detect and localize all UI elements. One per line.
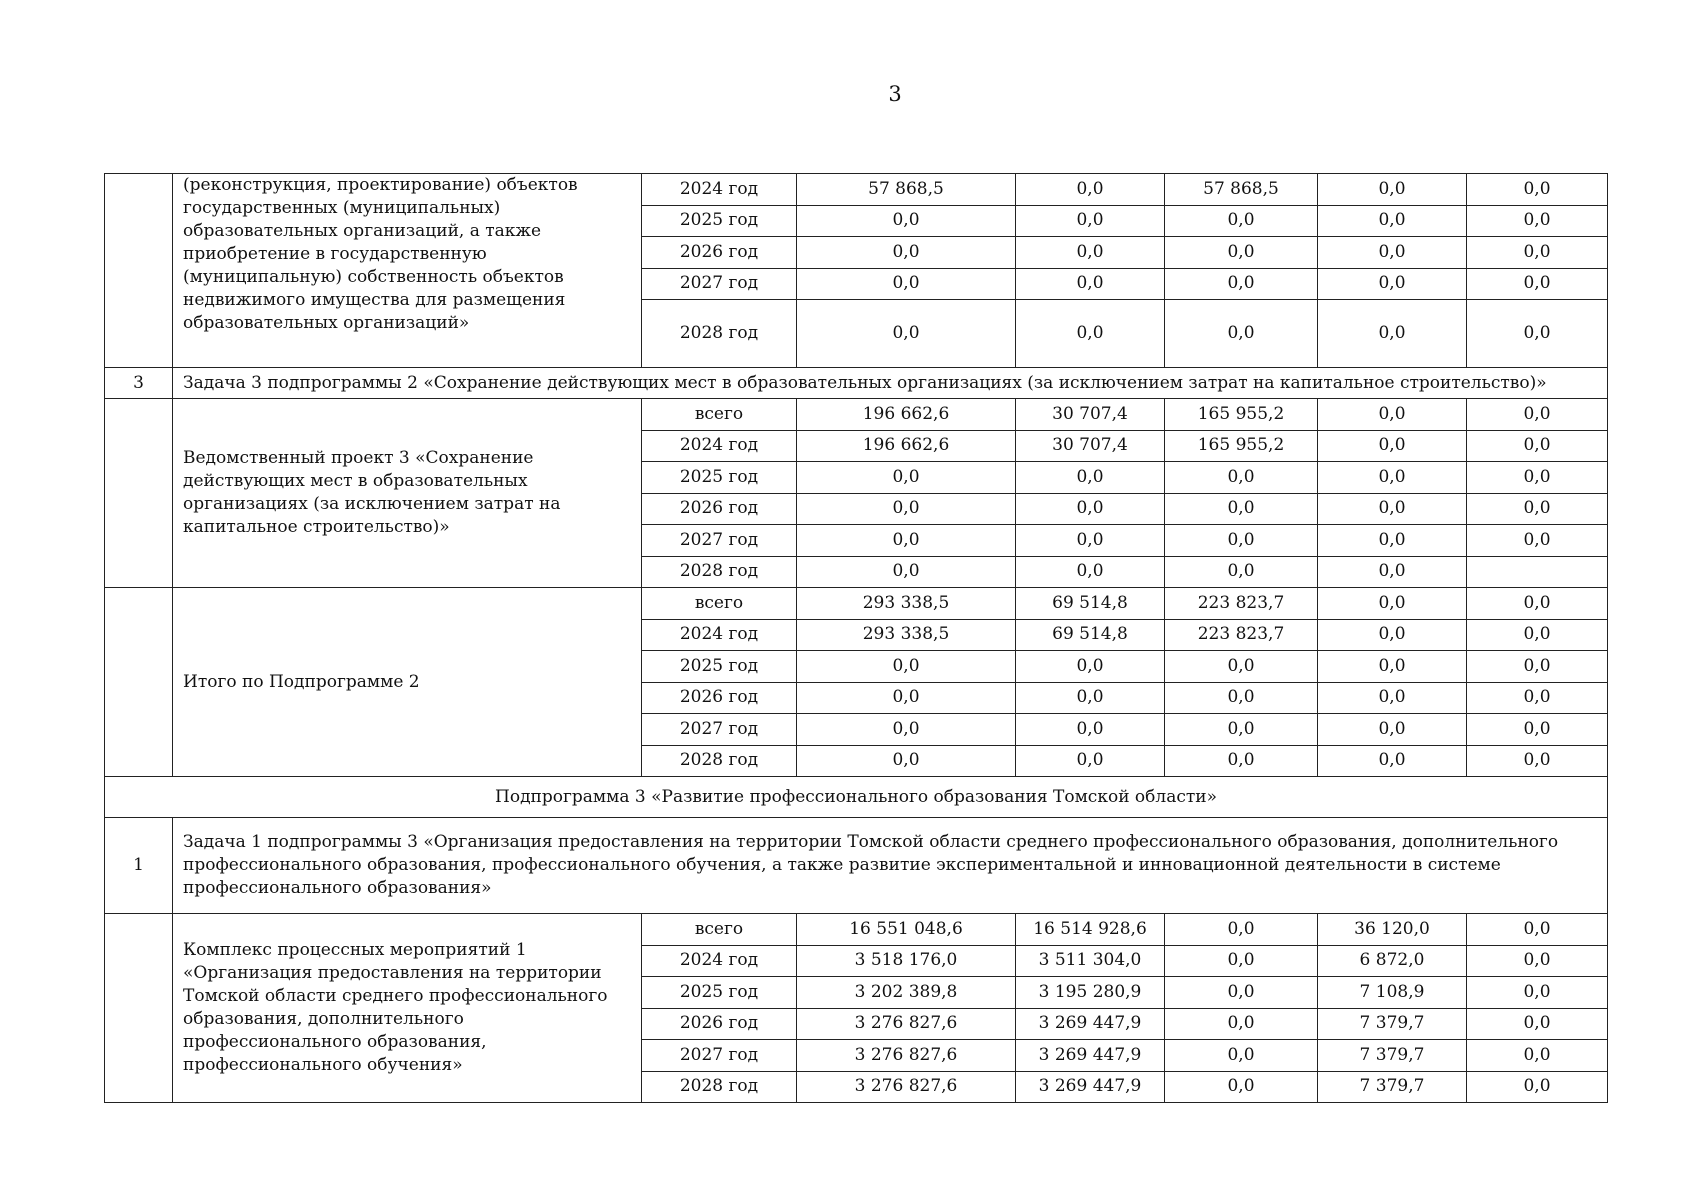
row-number xyxy=(105,399,173,588)
value-cell: 0,0 xyxy=(1318,399,1467,431)
value-cell: 3 276 827,6 xyxy=(797,1071,1016,1103)
value-cell: 3 276 827,6 xyxy=(797,1008,1016,1040)
value-cell: 0,0 xyxy=(1165,493,1318,525)
value-cell: 36 120,0 xyxy=(1318,914,1467,946)
value-cell: 0,0 xyxy=(1165,556,1318,588)
value-cell: 0,0 xyxy=(1467,714,1608,746)
value-cell: 0,0 xyxy=(1165,682,1318,714)
value-cell: 0,0 xyxy=(1318,619,1467,651)
item-name: Комплекс процессных мероприятий 1 «Организация предоставления на территории Томской области среднего профессионального образования, дополнительного профессионального образования, профессионального обучения» xyxy=(173,914,642,1103)
value-cell: 0,0 xyxy=(1467,651,1608,683)
value-cell: 0,0 xyxy=(797,651,1016,683)
value-cell: 0,0 xyxy=(797,525,1016,557)
value-cell xyxy=(1467,556,1608,588)
value-cell: 0,0 xyxy=(1165,945,1318,977)
value-cell: 0,0 xyxy=(1016,745,1165,777)
value-cell: 0,0 xyxy=(1318,525,1467,557)
value-cell: 0,0 xyxy=(1467,914,1608,946)
value-cell: 7 108,9 xyxy=(1318,977,1467,1009)
value-cell: 3 195 280,9 xyxy=(1016,977,1165,1009)
value-cell: 0,0 xyxy=(1467,268,1608,300)
value-cell: 0,0 xyxy=(1016,300,1165,368)
period-cell: 2024 год xyxy=(642,945,797,977)
value-cell: 57 868,5 xyxy=(1165,174,1318,206)
value-cell: 0,0 xyxy=(1016,205,1165,237)
value-cell: 0,0 xyxy=(797,237,1016,269)
value-cell: 196 662,6 xyxy=(797,399,1016,431)
value-cell: 0,0 xyxy=(1016,714,1165,746)
value-cell: 6 872,0 xyxy=(1318,945,1467,977)
value-cell: 0,0 xyxy=(797,462,1016,494)
value-cell: 0,0 xyxy=(1165,714,1318,746)
period-cell: 2025 год xyxy=(642,462,797,494)
period-cell: 2025 год xyxy=(642,977,797,1009)
value-cell: 0,0 xyxy=(1165,525,1318,557)
value-cell: 7 379,7 xyxy=(1318,1071,1467,1103)
value-cell: 0,0 xyxy=(797,682,1016,714)
budget-table-body xyxy=(105,174,1608,1103)
period-cell: 2028 год xyxy=(642,556,797,588)
value-cell: 0,0 xyxy=(1318,268,1467,300)
value-cell: 0,0 xyxy=(1165,205,1318,237)
value-cell: 0,0 xyxy=(1467,977,1608,1009)
value-cell: 0,0 xyxy=(1165,1008,1318,1040)
value-cell: 0,0 xyxy=(1467,174,1608,206)
period-cell: 2027 год xyxy=(642,268,797,300)
period-cell: 2024 год xyxy=(642,619,797,651)
table-row xyxy=(105,588,1608,620)
value-cell: 0,0 xyxy=(1318,462,1467,494)
value-cell: 0,0 xyxy=(1165,1040,1318,1072)
period-cell: 2025 год xyxy=(642,651,797,683)
value-cell: 0,0 xyxy=(1467,682,1608,714)
value-cell: 0,0 xyxy=(1467,300,1608,368)
value-cell: 69 514,8 xyxy=(1016,619,1165,651)
value-cell: 0,0 xyxy=(797,556,1016,588)
value-cell: 0,0 xyxy=(1467,588,1608,620)
period-cell: 2025 год xyxy=(642,205,797,237)
value-cell: 0,0 xyxy=(1318,300,1467,368)
value-cell: 3 276 827,6 xyxy=(797,1040,1016,1072)
value-cell: 0,0 xyxy=(1467,205,1608,237)
value-cell: 0,0 xyxy=(1467,430,1608,462)
value-cell: 0,0 xyxy=(1467,1071,1608,1103)
value-cell: 196 662,6 xyxy=(797,430,1016,462)
value-cell: 0,0 xyxy=(797,714,1016,746)
section-title: Задача 1 подпрограммы 3 «Организация предоставления на территории Томской области среднего профессионального образования, дополнительного профессионального образования, профессионального обучения, а также развитие экспериментальной и инновационной деятельности в системе профессионального образования» xyxy=(173,818,1608,914)
row-number: 3 xyxy=(105,368,173,399)
period-cell: 2026 год xyxy=(642,1008,797,1040)
value-cell: 0,0 xyxy=(797,493,1016,525)
period-cell: 2028 год xyxy=(642,1071,797,1103)
value-cell: 165 955,2 xyxy=(1165,399,1318,431)
value-cell: 0,0 xyxy=(797,745,1016,777)
value-cell: 0,0 xyxy=(1467,1040,1608,1072)
period-cell: 2026 год xyxy=(642,682,797,714)
value-cell: 0,0 xyxy=(1165,651,1318,683)
value-cell: 0,0 xyxy=(1318,174,1467,206)
value-cell: 0,0 xyxy=(1467,399,1608,431)
value-cell: 3 202 389,8 xyxy=(797,977,1016,1009)
row-number xyxy=(105,174,173,368)
value-cell: 57 868,5 xyxy=(797,174,1016,206)
section-row xyxy=(105,777,1608,818)
value-cell: 0,0 xyxy=(1467,619,1608,651)
item-name: Итого по Подпрограмме 2 xyxy=(173,588,642,777)
value-cell: 0,0 xyxy=(1467,525,1608,557)
value-cell: 7 379,7 xyxy=(1318,1040,1467,1072)
value-cell: 0,0 xyxy=(797,205,1016,237)
value-cell: 0,0 xyxy=(1165,300,1318,368)
period-cell: 2027 год xyxy=(642,714,797,746)
period-cell: 2026 год xyxy=(642,237,797,269)
page-number: 3 xyxy=(888,82,902,106)
period-cell: всего xyxy=(642,914,797,946)
value-cell: 3 511 304,0 xyxy=(1016,945,1165,977)
value-cell: 0,0 xyxy=(1467,745,1608,777)
value-cell: 30 707,4 xyxy=(1016,399,1165,431)
value-cell: 3 269 447,9 xyxy=(1016,1040,1165,1072)
value-cell: 165 955,2 xyxy=(1165,430,1318,462)
item-name: (реконструкция, проектирование) объектов государственных (муниципальных) образовательных организаций, а также приобретение в государственную (муниципальную) собственность объектов недвижимого имущества для размещения образовательных организаций» xyxy=(173,174,642,368)
value-cell: 0,0 xyxy=(1467,1008,1608,1040)
value-cell: 0,0 xyxy=(1165,745,1318,777)
value-cell: 0,0 xyxy=(797,300,1016,368)
value-cell: 0,0 xyxy=(1016,237,1165,269)
table-row xyxy=(105,174,1608,206)
value-cell: 0,0 xyxy=(1016,556,1165,588)
value-cell: 293 338,5 xyxy=(797,588,1016,620)
value-cell: 3 518 176,0 xyxy=(797,945,1016,977)
value-cell: 0,0 xyxy=(1016,268,1165,300)
value-cell: 0,0 xyxy=(1016,682,1165,714)
period-cell: 2028 год xyxy=(642,745,797,777)
table-row xyxy=(105,914,1608,946)
value-cell: 3 269 447,9 xyxy=(1016,1071,1165,1103)
value-cell: 0,0 xyxy=(1467,462,1608,494)
section-row xyxy=(105,368,1608,399)
budget-table xyxy=(104,173,1608,1103)
value-cell: 30 707,4 xyxy=(1016,430,1165,462)
value-cell: 0,0 xyxy=(1467,945,1608,977)
value-cell: 0,0 xyxy=(1165,1071,1318,1103)
period-cell: всего xyxy=(642,399,797,431)
section-row xyxy=(105,818,1608,914)
value-cell: 0,0 xyxy=(1165,462,1318,494)
value-cell: 3 269 447,9 xyxy=(1016,1008,1165,1040)
value-cell: 223 823,7 xyxy=(1165,588,1318,620)
value-cell: 0,0 xyxy=(1318,651,1467,683)
value-cell: 0,0 xyxy=(1318,237,1467,269)
period-cell: всего xyxy=(642,588,797,620)
value-cell: 0,0 xyxy=(1318,714,1467,746)
value-cell: 0,0 xyxy=(1467,493,1608,525)
row-number xyxy=(105,588,173,777)
value-cell: 0,0 xyxy=(1318,682,1467,714)
period-cell: 2028 год xyxy=(642,300,797,368)
period-cell: 2027 год xyxy=(642,525,797,557)
value-cell: 0,0 xyxy=(1016,525,1165,557)
value-cell: 223 823,7 xyxy=(1165,619,1318,651)
value-cell: 0,0 xyxy=(1165,237,1318,269)
value-cell: 0,0 xyxy=(797,268,1016,300)
value-cell: 0,0 xyxy=(1016,462,1165,494)
value-cell: 0,0 xyxy=(1016,493,1165,525)
value-cell: 0,0 xyxy=(1318,430,1467,462)
value-cell: 0,0 xyxy=(1318,205,1467,237)
row-number: 1 xyxy=(105,818,173,914)
value-cell: 293 338,5 xyxy=(797,619,1016,651)
period-cell: 2024 год xyxy=(642,430,797,462)
value-cell: 0,0 xyxy=(1016,651,1165,683)
section-title: Задача 3 подпрограммы 2 «Сохранение действующих мест в образовательных организациях (за исключением затрат на капитальное строительство)» xyxy=(173,368,1608,399)
value-cell: 0,0 xyxy=(1165,914,1318,946)
section-title: Подпрограмма 3 «Развитие профессионального образования Томской области» xyxy=(105,777,1608,818)
value-cell: 16 551 048,6 xyxy=(797,914,1016,946)
value-cell: 0,0 xyxy=(1318,556,1467,588)
value-cell: 7 379,7 xyxy=(1318,1008,1467,1040)
period-cell: 2024 год xyxy=(642,174,797,206)
row-number xyxy=(105,914,173,1103)
value-cell: 0,0 xyxy=(1318,493,1467,525)
value-cell: 0,0 xyxy=(1165,977,1318,1009)
period-cell: 2026 год xyxy=(642,493,797,525)
value-cell: 0,0 xyxy=(1318,588,1467,620)
table-row xyxy=(105,399,1608,431)
item-name: Ведомственный проект 3 «Сохранение действующих мест в образовательных организациях (за исключением затрат на капитальное строительство)» xyxy=(173,399,642,588)
period-cell: 2027 год xyxy=(642,1040,797,1072)
value-cell: 0,0 xyxy=(1016,174,1165,206)
value-cell: 0,0 xyxy=(1467,237,1608,269)
value-cell: 16 514 928,6 xyxy=(1016,914,1165,946)
value-cell: 0,0 xyxy=(1165,268,1318,300)
value-cell: 0,0 xyxy=(1318,745,1467,777)
value-cell: 69 514,8 xyxy=(1016,588,1165,620)
